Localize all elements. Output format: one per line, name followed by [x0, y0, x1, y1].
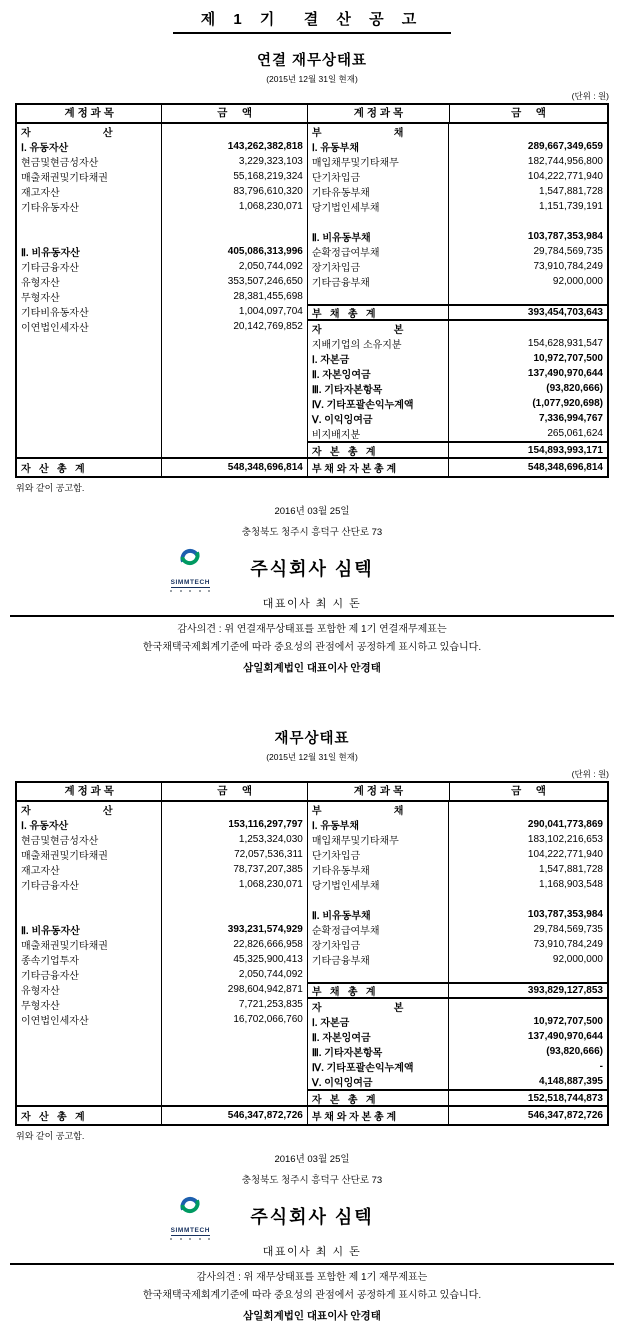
total-assets-value: 546,347,872,726: [227, 1110, 303, 1121]
table-row: [308, 937, 607, 952]
consolidated-statement-title: 연결 재무상태표: [256, 53, 368, 69]
simmtech-logo: [164, 543, 216, 592]
table-row: [308, 229, 607, 244]
account-cell: 종속기업투자: [17, 952, 162, 967]
header-amount-right: 금 액: [511, 107, 546, 119]
table-row: [17, 289, 307, 304]
table-row: [17, 274, 307, 289]
table-row: [308, 982, 607, 999]
account-cell: 현금및현금성자산: [17, 154, 162, 169]
table-row: [17, 817, 307, 832]
amount-cell: 10,972,707,500: [533, 353, 603, 364]
account-cell: 부 채: [308, 802, 449, 817]
amount-cell: 154,628,931,547: [527, 338, 603, 349]
amount-cell: [162, 214, 307, 229]
audit-opinion-line2: 한국채택국제회계기준에 따라 중요성의 관점에서 공정하게 표시하고 있습니다.: [142, 1290, 482, 1301]
account-cell: 자 본 총 계: [308, 443, 449, 457]
liabilities-equity-pane: [308, 124, 607, 457]
table-row: [17, 892, 307, 907]
table-row: [17, 862, 307, 877]
grand-total-row: [17, 457, 607, 476]
total-liab-equity-label: 부 채 와 자 본 총 계: [308, 1107, 449, 1124]
table-row: [308, 336, 607, 351]
page-title-text: 제 1 기 결 산 공 고: [173, 8, 451, 34]
table-body: [17, 124, 607, 457]
table-row: [17, 184, 307, 199]
table-row: [17, 832, 307, 847]
signature-divider: [10, 1263, 614, 1265]
table-row: [17, 169, 307, 184]
amount-cell: [162, 892, 307, 907]
grand-total-row: [17, 1105, 607, 1124]
table-row: [308, 184, 607, 199]
logo-ticks: [170, 1238, 210, 1240]
table-row: [308, 274, 607, 289]
account-cell: 당기법인세부채: [308, 199, 449, 214]
amount-cell: [449, 214, 607, 229]
statement-title: 재무상태표: [274, 731, 350, 747]
amount-cell: 2,050,744,092: [238, 969, 303, 980]
amount-cell: 92,000,000: [552, 954, 603, 965]
amount-cell: 1,068,230,071: [238, 201, 303, 212]
simmtech-logo-text: SIMMTECH: [170, 579, 211, 586]
amount-cell: 182,744,956,800: [527, 156, 603, 167]
account-cell: 장기차입금: [308, 259, 449, 274]
account-cell: Ⅱ. 자본잉여금: [308, 366, 449, 381]
table-row: [308, 321, 607, 336]
amount-cell: 92,000,000: [552, 276, 603, 287]
amount-cell: 103,787,353,984: [527, 231, 603, 242]
account-cell: 현금및현금성자산: [17, 832, 162, 847]
account-cell: Ⅱ. 비유동자산: [17, 244, 162, 259]
header-account-right: 계 정 과 목: [308, 783, 450, 800]
table-row: [17, 907, 307, 922]
header-amount-right: 금 액: [511, 785, 546, 797]
amount-cell: [162, 1027, 307, 1105]
account-cell: 자 산: [17, 124, 162, 139]
account-cell: [17, 1027, 162, 1105]
account-cell: 지배기업의 소유지분: [308, 336, 449, 351]
amount-cell: [449, 321, 607, 336]
table-row: [308, 199, 607, 214]
audit-opinion-line1: 감사의견 : 위 재무상태표를 포함한 제 1기 재무제표는: [196, 1272, 428, 1283]
table-row: [17, 997, 307, 1012]
account-cell: 매입채무및기타채무: [308, 154, 449, 169]
table-row: [308, 847, 607, 862]
announce-date: 2016년 03월 25일: [274, 506, 350, 517]
table-row: [308, 154, 607, 169]
table-row: [308, 1089, 607, 1105]
account-cell: [17, 229, 162, 244]
table-row: [308, 922, 607, 937]
account-cell: 기타유동자산: [17, 199, 162, 214]
table-row: [17, 259, 307, 274]
amount-cell: 154,893,993,171: [527, 444, 603, 456]
amount-cell: 7,336,994,767: [539, 413, 603, 424]
ceo-name: 대표이사 최 시 돈: [262, 1246, 362, 1258]
amount-cell: [449, 967, 607, 982]
account-cell: 기타금융부채: [308, 274, 449, 289]
company-signature-row: [0, 543, 624, 592]
table-row: [17, 982, 307, 997]
table-row: [17, 304, 307, 319]
account-cell: 기타유동부채: [308, 184, 449, 199]
unit-label: (단위 : 원): [571, 769, 609, 779]
account-cell: 비지배지분: [308, 426, 449, 441]
amount-cell: (1,077,920,698): [532, 398, 603, 409]
table-row: [17, 199, 307, 214]
simmtech-logo: [164, 1191, 216, 1240]
amount-cell: 289,667,349,659: [527, 141, 603, 152]
account-cell: [17, 907, 162, 922]
amount-cell: 290,041,773,869: [527, 819, 603, 830]
account-cell: 재고자산: [17, 184, 162, 199]
amount-cell: 1,547,881,728: [539, 186, 603, 197]
account-cell: 부 채 총 계: [308, 306, 449, 319]
amount-cell: 72,057,536,311: [234, 849, 303, 860]
amount-cell: [162, 229, 307, 244]
account-cell: [308, 892, 449, 907]
account-cell: Ⅱ. 비유동자산: [17, 922, 162, 937]
simmtech-logo-icon: [174, 543, 206, 571]
table-row: [308, 967, 607, 982]
amount-cell: 152,518,744,873: [527, 1092, 603, 1104]
table-row: [308, 832, 607, 847]
table-row: [17, 229, 307, 244]
account-cell: 기타금융자산: [17, 877, 162, 892]
account-cell: 무형자산: [17, 997, 162, 1012]
table-row: [308, 381, 607, 396]
table-row: [308, 1014, 607, 1029]
amount-cell: 4,148,887,395: [539, 1076, 603, 1087]
account-cell: 기타금융부채: [308, 952, 449, 967]
account-cell: 이연법인세자산: [17, 319, 162, 334]
amount-cell: 1,547,881,728: [539, 864, 603, 875]
amount-cell: 55,168,219,324: [233, 171, 303, 182]
table-row: [308, 169, 607, 184]
total-liab-equity-value: 546,347,872,726: [527, 1110, 603, 1121]
amount-cell: 20,142,769,852: [233, 321, 303, 332]
amount-cell: 1,253,324,030: [238, 834, 303, 845]
amount-cell: 353,507,246,650: [227, 276, 303, 287]
amount-cell: 7,721,253,835: [238, 999, 303, 1010]
account-cell: 이연법인세자산: [17, 1012, 162, 1027]
account-cell: 순확정급여부채: [308, 244, 449, 259]
amount-cell: 405,086,313,996: [227, 246, 303, 257]
account-cell: 자 본 총 계: [308, 1091, 449, 1105]
account-cell: Ⅴ. 이익잉여금: [308, 411, 449, 426]
table-row: [308, 441, 607, 457]
table-row: [17, 124, 307, 139]
account-cell: Ⅰ. 자본금: [308, 351, 449, 366]
table-row: [17, 847, 307, 862]
page-title: [0, 8, 624, 34]
assets-pane: [17, 802, 308, 1105]
assets-pane: [17, 124, 308, 457]
table-row: [17, 952, 307, 967]
table-row: [308, 304, 607, 321]
table-row: [308, 862, 607, 877]
amount-cell: [449, 999, 607, 1014]
account-cell: 단기차입금: [308, 169, 449, 184]
announce-note: 위와 같이 공고함.: [16, 1131, 85, 1141]
announce-note: 위와 같이 공고함.: [16, 483, 85, 493]
account-cell: 기타금융자산: [17, 259, 162, 274]
table-row: [17, 1012, 307, 1027]
amount-cell: -: [599, 1061, 603, 1072]
amount-cell: 45,325,900,413: [233, 954, 303, 965]
account-cell: 자 본: [308, 321, 449, 336]
audit-opinion-line2: 한국채택국제회계기준에 따라 중요성의 관점에서 공정하게 표시하고 있습니다.: [142, 642, 482, 653]
account-cell: Ⅱ. 비유동부채: [308, 907, 449, 922]
company-address: 충청북도 청주시 흥덕구 산단로 73: [241, 527, 383, 538]
table-row: [308, 396, 607, 411]
balance-sheet-table: [15, 781, 609, 1126]
account-cell: 매출채권및기타채권: [17, 847, 162, 862]
signature-divider: [10, 615, 614, 617]
liabilities-equity-pane: [308, 802, 607, 1105]
amount-cell: 1,151,739,191: [539, 201, 603, 212]
table-header-row: [17, 105, 607, 124]
table-row: [17, 877, 307, 892]
table-row: [17, 154, 307, 169]
amount-cell: 104,222,771,940: [527, 171, 603, 182]
amount-cell: 3,229,323,103: [238, 156, 303, 167]
company-signature-row: [0, 1191, 624, 1240]
account-cell: 매출채권및기타채권: [17, 169, 162, 184]
account-cell: 무형자산: [17, 289, 162, 304]
table-row: [308, 877, 607, 892]
table-row: [308, 411, 607, 426]
account-cell: [308, 967, 449, 982]
table-row: [17, 214, 307, 229]
table-row: [308, 214, 607, 229]
amount-cell: 2,050,744,092: [238, 261, 303, 272]
amount-cell: 83,796,610,320: [233, 186, 303, 197]
amount-cell: [449, 892, 607, 907]
audit-opinion-line1: 감사의견 : 위 연결재무상태표를 포함한 제 1기 연결재무제표는: [177, 624, 447, 635]
account-cell: 장기차입금: [308, 937, 449, 952]
table-row: [308, 259, 607, 274]
account-cell: [308, 289, 449, 304]
account-cell: Ⅲ. 기타자본항목: [308, 381, 449, 396]
table-row: [308, 351, 607, 366]
table-row: [308, 426, 607, 441]
table-row: [308, 817, 607, 832]
header-account-right: 계 정 과 목: [308, 105, 450, 122]
table-row: [17, 922, 307, 937]
amount-cell: 1,004,097,704: [238, 306, 303, 317]
table-row: [308, 244, 607, 259]
consolidated-balance-sheet-table: [15, 103, 609, 478]
simmtech-logo-icon: [174, 1191, 206, 1219]
account-cell: 부 채 총 계: [308, 984, 449, 997]
table-row: [17, 334, 307, 457]
account-cell: 기타금융자산: [17, 967, 162, 982]
amount-cell: [162, 334, 307, 457]
header-account-left: 계 정 과 목: [17, 105, 162, 122]
table-row: [17, 1027, 307, 1105]
account-cell: 매입채무및기타채무: [308, 832, 449, 847]
announce-date: 2016년 03월 25일: [274, 1154, 350, 1165]
table-row: [308, 1059, 607, 1074]
account-cell: 단기차입금: [308, 847, 449, 862]
amount-cell: 137,490,970,644: [527, 1031, 603, 1042]
logo-ticks: [170, 590, 210, 592]
amount-cell: (93,820,666): [546, 383, 603, 394]
amount-cell: 16,702,066,760: [233, 1014, 303, 1025]
amount-cell: [449, 802, 607, 817]
auditor-name: 삼일회계법인 대표이사 안경태: [243, 1310, 381, 1322]
company-name: 주식회사 심텍: [250, 558, 374, 579]
table-row: [308, 1029, 607, 1044]
account-cell: Ⅲ. 기타자본항목: [308, 1044, 449, 1059]
account-cell: Ⅱ. 자본잉여금: [308, 1029, 449, 1044]
total-assets-label: 자 산 총 계: [17, 1107, 162, 1124]
amount-cell: 78,737,207,385: [233, 864, 303, 875]
amount-cell: (93,820,666): [546, 1046, 603, 1057]
account-cell: [17, 334, 162, 457]
account-cell: Ⅰ. 유동부채: [308, 139, 449, 154]
amount-cell: 183,102,216,653: [527, 834, 603, 845]
consolidated-statement-asof: (2015년 12월 31일 현재): [266, 74, 358, 84]
amount-cell: 73,910,784,249: [533, 261, 603, 272]
total-liab-equity-value: 548,348,696,814: [527, 462, 603, 473]
account-cell: 자 산: [17, 802, 162, 817]
table-row: [308, 124, 607, 139]
amount-cell: [162, 907, 307, 922]
table-row: [17, 967, 307, 982]
amount-cell: 22,826,666,958: [233, 939, 303, 950]
amount-cell: 29,784,569,735: [533, 246, 603, 257]
amount-cell: 104,222,771,940: [527, 849, 603, 860]
ceo-name: 대표이사 최 시 돈: [262, 598, 362, 610]
account-cell: Ⅳ. 기타포괄손익누계액: [308, 1059, 449, 1074]
account-cell: Ⅰ. 유동자산: [17, 139, 162, 154]
amount-cell: 393,829,127,853: [527, 985, 603, 996]
table-row: [308, 892, 607, 907]
unit-label: (단위 : 원): [571, 91, 609, 101]
amount-cell: 1,068,230,071: [238, 879, 303, 890]
amount-cell: 143,262,382,818: [227, 141, 303, 152]
amount-cell: [162, 802, 307, 817]
table-row: [308, 802, 607, 817]
account-cell: [17, 214, 162, 229]
amount-cell: [449, 124, 607, 139]
account-cell: [308, 214, 449, 229]
total-assets-label: 자 산 총 계: [17, 459, 162, 476]
table-row: [308, 907, 607, 922]
table-row: [17, 937, 307, 952]
header-amount-left: 금 액: [162, 783, 307, 800]
company-address: 충청북도 청주시 흥덕구 산단로 73: [241, 1175, 383, 1186]
table-row: [308, 1044, 607, 1059]
account-cell: Ⅰ. 자본금: [308, 1014, 449, 1029]
total-assets-value: 548,348,696,814: [227, 462, 303, 473]
account-cell: 재고자산: [17, 862, 162, 877]
table-row: [308, 289, 607, 304]
account-cell: 부 채: [308, 124, 449, 139]
account-cell: Ⅴ. 이익잉여금: [308, 1074, 449, 1089]
total-liab-equity-label: 부 채 와 자 본 총 계: [308, 459, 449, 476]
amount-cell: 10,972,707,500: [533, 1016, 603, 1027]
company-name: 주식회사 심텍: [250, 1206, 374, 1227]
account-cell: 기타유동부채: [308, 862, 449, 877]
account-cell: [17, 892, 162, 907]
account-cell: Ⅰ. 유동부채: [308, 817, 449, 832]
amount-cell: [162, 124, 307, 139]
amount-cell: [449, 289, 607, 304]
table-row: [308, 139, 607, 154]
amount-cell: 1,168,903,548: [539, 879, 603, 890]
simmtech-logo-text: SIMMTECH: [170, 1227, 211, 1234]
table-header-row: [17, 783, 607, 802]
table-row: [308, 366, 607, 381]
account-cell: 유형자산: [17, 274, 162, 289]
table-row: [308, 952, 607, 967]
table-row: [17, 802, 307, 817]
amount-cell: 29,784,569,735: [533, 924, 603, 935]
account-cell: 자 본: [308, 999, 449, 1014]
account-cell: 순확정급여부채: [308, 922, 449, 937]
table-row: [308, 999, 607, 1014]
amount-cell: 393,454,703,643: [527, 307, 603, 318]
table-row: [308, 1074, 607, 1089]
account-cell: 매출채권및기타채권: [17, 937, 162, 952]
table-row: [17, 319, 307, 334]
table-row: [17, 244, 307, 259]
amount-cell: 73,910,784,249: [533, 939, 603, 950]
account-cell: 유형자산: [17, 982, 162, 997]
account-cell: 당기법인세부채: [308, 877, 449, 892]
amount-cell: 137,490,970,644: [527, 368, 603, 379]
amount-cell: 298,604,942,871: [227, 984, 303, 995]
table-row: [17, 139, 307, 154]
header-amount-left: 금 액: [162, 105, 307, 122]
amount-cell: 153,116,297,797: [228, 819, 303, 830]
amount-cell: 265,061,624: [547, 428, 603, 439]
amount-cell: 28,381,455,698: [233, 291, 303, 302]
account-cell: Ⅱ. 비유동부채: [308, 229, 449, 244]
auditor-name: 삼일회계법인 대표이사 안경태: [243, 662, 381, 674]
account-cell: 기타비유동자산: [17, 304, 162, 319]
header-account-left: 계 정 과 목: [17, 783, 162, 800]
amount-cell: 103,787,353,984: [527, 909, 603, 920]
account-cell: Ⅰ. 유동자산: [17, 817, 162, 832]
table-body: [17, 802, 607, 1105]
amount-cell: 393,231,574,929: [227, 924, 303, 935]
account-cell: Ⅳ. 기타포괄손익누계액: [308, 396, 449, 411]
statement-asof: (2015년 12월 31일 현재): [266, 752, 358, 762]
